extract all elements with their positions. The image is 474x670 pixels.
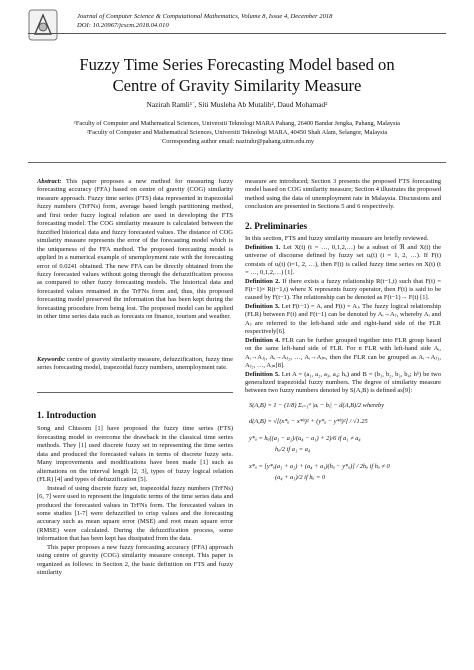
- definition-1-text: Let X(t) (t = …, 0,1,2,…) be a subset of ℜ and X(t) the universe of discourse defined by fuzzy set uᵢ(t) (i = 1, 2, …). If F(t) consists of uᵢ(t) (i=1, 2, …), then F(t) is called fuzzy time series on X(t) (t = …, 0,1,2,…) [1].: [245, 243, 442, 277]
- equation-x-centroid-case2: (a₄ + a₁)/2 if hₐ = 0: [275, 474, 326, 482]
- keywords-block: [37, 356, 233, 373]
- paper-title-line2: Centre of Gravity Similarity Measure: [112, 76, 362, 95]
- equation-y-centroid-case2: hₐ/2 if a₁ = a₄: [275, 446, 311, 454]
- definition-3-text: Let F(t−1) = Aᵢ and F(t) = Aⱼ. The fuzzy logical relationship (FLR) between F(t) and F(t−1) can be denoted by Aᵢ→Aⱼ, whereby Aᵢ and Aⱼ are referred to the left-hand side and right-hand side of the FLR respectively[6].: [245, 302, 442, 336]
- definition-1-label: Definition 1.: [245, 243, 281, 251]
- intro-paragraph-3: This paper proposes a new fuzzy forecasting accuracy (FFA) approach using centre of gravity (COG) similarity measure concept. This paper is organized as follows: in Section 2, the basic definition on FTS and fuzzy similarity: [37, 543, 233, 577]
- intro-paragraph-2: Instead of using discrete fuzzy set, trapezoidal fuzzy numbers (TrFNs) [6, 7] were used to represent the linguistic terms of the time series data and produced the forecasted values in TrFNs form. The forecasted values in some studies [1-7] were defuzzified to crisp values and the forecasting accuracy such as mean square error (MSE) and root mean square error (RMSE) were calculated. During the defuzzification process, some information that has been kept has dissipated from the data.: [37, 484, 233, 543]
- abstract-block: [37, 178, 233, 322]
- equation-y-centroid: y*ₐ = hₐ((a₃ − a₂)/(a₄ − a₁) + 2)/6 if a₁ ≠ a₄: [249, 434, 361, 442]
- author-list: Nazirah Ramli¹˙, Siti Musleha Ab Mutalib², Daud Mohamad²: [146, 100, 328, 109]
- intro-continuation: measure are introduced; Section 3 presents the proposed FTS forecasting model based on COG similarity measure; Section 4 illustrates the proposed method using the data of unemployment rate in Malaysia. Discussions and conclusion are presented in Sections 5 and 6 respectively.: [245, 178, 441, 211]
- doi-line: DOI: 10.20967/jcscm.2018.04.010: [77, 22, 169, 29]
- paper-title-line1: Fuzzy Time Series Forecasting Model based on: [79, 55, 395, 74]
- definition-2-text: If there exists a fuzzy relationship R(t−1,t) such that F(t) = F(t−1)× R(t−1,t) where X represents fuzzy operator, then F(t) is said to be caused by F(t−1). The relationship can be denoted as F(t−1)→ F(t) [1].: [245, 277, 442, 302]
- definition-4-label: Definition 4.: [245, 336, 280, 344]
- preliminaries-intro: In this section, FTS and fuzzy similarity measure are briefly reviewed.: [245, 235, 429, 243]
- introduction-heading: 1. Introduction: [37, 410, 97, 420]
- affiliation-1: ¹Faculty of Computer and Mathematical Sciences, Universiti Teknologi MARA Pahang, 26400 Bandar Jengka, Pahang, Malaysia: [74, 120, 400, 127]
- definition-3-label: Definition 3.: [245, 302, 280, 310]
- journal-logo: [28, 9, 58, 41]
- affiliation-2: ²Faculty of Computer and Mathematical Sciences, Universiti Teknologi MARA, 40450 Shah Alam, Selangor, Malaysia: [86, 129, 388, 136]
- equation-similarity: S(A,B) = 1 − (1/8) Σᵢ₌₁⁴ |aᵢ − bᵢ| − d(A,B)/2 whereby: [249, 401, 385, 409]
- header-divider: [28, 33, 446, 34]
- abstract-label: Abstract:: [37, 178, 62, 185]
- corresponding-email: ˙Corresponding author email: nazirahr@pahang.uitm.edu.my: [159, 138, 315, 145]
- preliminaries-heading: 2. Preliminaries: [245, 220, 308, 231]
- journal-header: Journal of Computer Science & Computational Mathematics, Volume 8, Issue 4, December 2018: [77, 13, 333, 20]
- abstract-text: This paper proposes a new method for measuring fuzzy forecasting accuracy (FFA) based on centre of gravity (COG) similarity measure approach. Fuzzy time series (FTS) data represented in trapezoidal fuzzy numbers (TrFNs) form, average based length partitioning method, and first order fuzzy logical relation are used in developing the FTS forecasting model. The COG similarity measure is calculated between the fuzzified historical data and fuzzy forecasted values. The distance of COG similarity measure represents the error of the forecasting model which is the uniqueness of the FFA method. The proposed forecasting model is applied in a numerical example of unemployment rate with the forecasting error of 0.0241 obtained. The new FFA can be directly obtained from the fuzzy forecasted values without going through the defuzzification process as compared to other fuzzy forecasting models. The historical data and forecasted values remained in the TrFNs form and, thus, this proposed forecasting model preserved the information that has been kept during the forecasting procedure from being lost. The proposed model can be applied in other time series data such as forecasts on finance, tourism and weather.: [37, 178, 233, 321]
- definition-2-label: Definition 2.: [245, 277, 280, 285]
- keywords-text: centre of gravity similarity measure, defuzzification, fuzzy time series forecasting model, trapezoidal fuzzy numbers, unemployment rate.: [37, 356, 233, 372]
- title-divider: [28, 162, 446, 163]
- abstract-divider: [37, 392, 233, 393]
- equation-distance: d(A,B) = √[(x*ₐ − x*ᵇ)² + (y*ₐ − y*ᵇ)²] / √1.25: [249, 418, 368, 426]
- definition-5-text: Let A = (a₁, a₂, a₃, a₄; hₐ) and B = (b₁, b₂, b₃, b₄; hᵇ) be two generalized trapezoidal fuzzy numbers. The degree of similarity measure between two fuzzy numbers denoted by S(A,B) is defined as[9]:: [245, 370, 442, 395]
- equation-x-centroid: x*ₐ = [y*ₐ(a₃ + a₂) + (a₄ + a₁)(hₐ − y*ₐ)] / 2hₐ if hₐ ≠ 0: [249, 462, 390, 470]
- keywords-label: Keywords:: [37, 356, 66, 363]
- intro-paragraph-1: Song and Chissom [1] have proposed the fuzzy time series (FTS) forecasting model to overcome the drawback in the classical time series methods. They [1] used discrete fuzzy set in representing the time series data and produced the forecasted values in terms of discrete fuzzy sets. Many improvements and modifications have been made [1] such as alternations on the interval length [2, 3], types of fuzzy logical relation (FLR) [4] and types of defuzzification [5].: [37, 425, 233, 484]
- right-column: [245, 178, 441, 483]
- definition-5-label: Definition 5.: [245, 370, 280, 378]
- definition-4-text: FLR can be further grouped together into FLR group based on the same left-hand side of FLR. For n FLR with left-hand side Aᵢ, Aᵢ→Aⱼ₁, Aᵢ→Aⱼ₂, …, Aᵢ→Aⱼₙ, then the FLR can be grouped as Aᵢ→Aⱼ₁, Aⱼ₂, …, Aⱼₙ[8].: [245, 336, 441, 370]
- introduction-section: [37, 410, 233, 578]
